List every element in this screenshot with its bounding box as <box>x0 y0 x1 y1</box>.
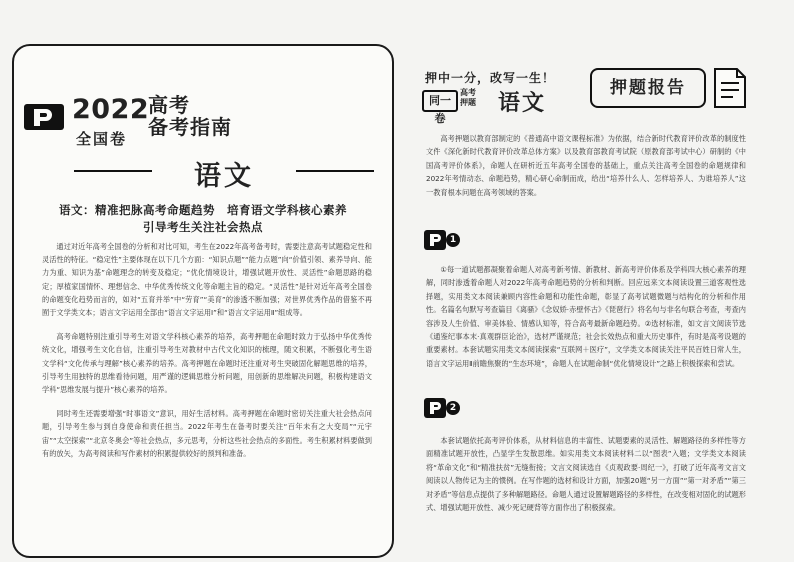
brand-logo-mini-1: 高考 <box>460 88 476 97</box>
headline-line-1: 语文：精准把脉高考命题趋势 培育语文学科核心素养 <box>59 203 347 217</box>
section-marker-1 <box>424 230 460 252</box>
left-page-panel <box>12 44 394 558</box>
edition-year: 2022 <box>72 94 150 125</box>
brand-logo-mini-2: 押题 <box>460 98 476 107</box>
headline-line-2: 引导考生关注社会热点 <box>143 220 263 234</box>
subject-title: 语文 <box>194 161 254 192</box>
heading-rule-right <box>296 170 374 172</box>
article-body <box>42 240 372 471</box>
slogan: 押中一分，改写一生！ <box>425 71 556 85</box>
report-intro <box>426 132 746 199</box>
brand-logo-box: 同一卷 <box>422 90 458 112</box>
article-headline <box>34 202 372 236</box>
p-badge-icon <box>424 398 446 418</box>
body-paragraph: 高考命题特别注重引导考生对语文学科核心素养的培养，高考押题在命题时致力于弘扬中华优秀传统文化，增强考生文化自信，注重引导考生对教材中古代文化知识的梳理，随文积累，不断强化考生语文学科“文化传承与理解”核心素养的培养。高考押题在命题时还注重对考生突破固化解题思维的培养，引导考生用独特的思维看待问题，用严谨的逻辑思维分析问题，用创新的思维解决问题，积极构建语文学科“思维发展与提升”核心素养的培养。 <box>42 332 372 395</box>
intro-paragraph: 高考押题以教育部制定的《普通高中语文课程标准》为依据，结合新时代教育评价改革的制度性文件《深化新时代教育评价改革总体方案》以及教育部教育考试院（原教育部考试中心）研制的《中国高考评价体系》，命题人在研析近五年高考全国卷的基础上，重点关注高考全国卷的命题规律和2022年考情动态、命题趋势，精心研心命制而成，给出“培养什么人、怎样培养人、为谁培养人”这一教育根本问题在高考领域的答案。 <box>426 134 746 197</box>
document-icon <box>712 66 748 110</box>
section-number: 2 <box>446 401 460 415</box>
section-text-2 <box>426 434 746 514</box>
body-paragraph: 通过对近年高考全国卷的分析和对比可知，考生在2022年高考备考时，需要注意高考试题稳定性和灵活性的特征。“稳定性”主要体现在以下几个方面：“知识点题”“能力点题”向“价值引领、素养导向、能力为重、知识为基”命题理念的转变及稳定；“优化情境设计，增强试题开放性、灵活性”命题思路的稳定；厚植家国情怀、理想信念、中华优秀传统文化等命题主旨的稳定。“灵活性”是针对近年高考全国卷的命题变化趋势而言的，如对“五育并举”中“劳育”“美育”的渗透不断加强；对世界优秀作品的借鉴不再囿于文学类文本；语言文字运用全部由“语言文字运用Ⅰ”和“语言文字运用Ⅱ”组成等。 <box>42 242 372 318</box>
edition-label: 全国卷 <box>76 130 128 148</box>
bookmark-p-icon <box>24 102 64 132</box>
brand-logo-mini <box>460 88 476 108</box>
section-number: 1 <box>446 233 460 247</box>
brand-logo-subject: 语文 <box>498 91 547 116</box>
guide-title-line-1: 高考 <box>148 93 190 117</box>
report-title-box: 押题报告 <box>590 68 706 108</box>
body-paragraph: 同时考生还需要增强“时事语文”意识，用好生活材料。高考押题在命题时密切关注重大社会热点问题，引导考生参与到自身使命和责任担当。2022年考生在备考时要关注“百年未有之大变局”“元宇宙”“太空探索”“北京冬奥会”等社会热点，多元思考，分析这些社会热点的多面性。考生积累材料要做到有的放矢，为高考阅读和写作素材的积累提供较好的预判和准备。 <box>42 409 372 458</box>
section-paragraph: ①每一道试题都凝聚着命题人对高考新考情、新教材、新高考评价体系及学科四大核心素养的理解，同时渗透着命题人对2022年高考命题趋势的分析和判断。回应远来文本阅读设置三道客观性选择题，实用类文本阅读兼顾内容性命题和功能性命题，彰显了高考试题微题与结构化的分析和作用性。名篇名句默写考查篇目《离骚》《念奴娇·赤壁怀古》《琵琶行》将名句与非名句联合考查，考查内容涉及人生价值、审美体验、情感认知等，符合高考最新命题趋势。②选材标准，如文言文阅读节选《通鉴纪事本末·真观群臣论治》，选材严谨规范；社会长效热点和重大历史事件，有时是高考设题的重要素材。本套试题实用类文本阅读探索“互联网＋医疗”，文学类文本阅读关注平民百姓日常人生，语言文字运用Ⅱ前瞻焦聚的“生态环境”，命题人在试题命制“优化情境设计”之路上积极探索和尝试。 <box>426 265 746 368</box>
guide-title <box>148 94 232 138</box>
guide-title-line-2: 备考指南 <box>148 115 232 139</box>
brand-logo <box>422 87 572 125</box>
section-marker-2 <box>424 398 460 420</box>
subject-heading <box>74 154 374 192</box>
section-paragraph: 本套试题依托高考评价体系，从材料信息的丰富性、试题要素的灵活性、解题路径的多样性等方面精准试题开放性，凸显学生发散思维。如实用类文本阅读材料二以“图表”入题；文学类文本阅读将“革命文化”和“精准扶贫”无缝衔接；文言文阅读选自《贞观政要·周纪一》，打破了近年高考文言文阅读以人物传记为主的惯例。在写作题的选材和设计方面，加强20题“另一方面”“第一对矛盾”“第三对矛盾”等信息点提供了多种解题路径。命题人通过设置解题路径的多样性，在改变相对固化的试题形式、增强试题开放性、减少死记硬背等方面作出了积极探索。 <box>426 436 746 513</box>
section-text-1 <box>426 263 746 370</box>
p-badge-icon <box>424 230 446 250</box>
